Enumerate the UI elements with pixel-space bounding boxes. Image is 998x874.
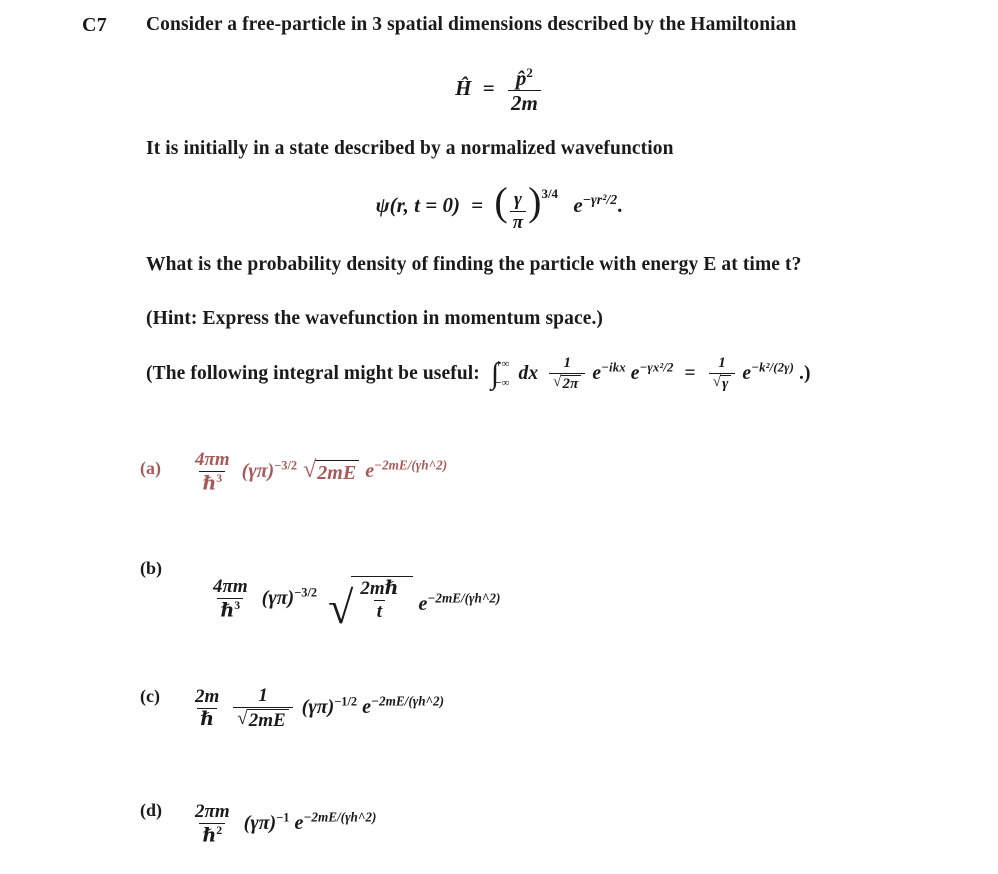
option-c-exponent: −2mE/(γh^2) — [371, 693, 445, 709]
integral-lead-text: (The following integral might be useful: — [146, 362, 480, 384]
option-b-paren-group — [258, 587, 317, 609]
option-d-denominator — [199, 823, 225, 846]
option-a-radicand: 2mE — [315, 460, 359, 485]
radicand-gamma: γ — [720, 375, 731, 393]
option-d-numerator: 2πm — [195, 801, 230, 822]
wavefunction-exponential — [563, 193, 617, 217]
option-b-prefactor-fraction — [210, 577, 251, 622]
exponential-e-b: e — [418, 592, 428, 615]
option-b-denominator-exponent: 3 — [234, 598, 241, 612]
option-c-first-fraction — [192, 687, 222, 730]
question-ask-line: What is the probability density of finding the particle with energy E at time t? — [146, 254, 802, 275]
integral-rhs-exponent: −k²/(2γ) — [751, 360, 794, 375]
option-c-second-denominator — [233, 707, 292, 731]
option-d-label: (d) — [140, 800, 162, 820]
option-a-paren-group — [240, 460, 297, 482]
option-c-paren-group — [300, 696, 357, 718]
exponential-e-two: e — [630, 362, 640, 384]
option-a-exponent: −2mE/(γh^2) — [374, 457, 448, 473]
sqrt-gamma — [713, 375, 732, 393]
option-b-sqrt — [328, 576, 413, 634]
option-d-expression — [190, 802, 376, 847]
option-a-denominator — [199, 471, 225, 494]
radical-sign-c: √ — [237, 708, 248, 730]
hamiltonian-numerator — [513, 66, 536, 90]
momentum-exponent: 2 — [526, 65, 533, 80]
integral-sign: ∫ — [490, 357, 500, 391]
hamiltonian-equation — [0, 66, 998, 115]
integral-hint-line — [146, 356, 811, 393]
option-d-exponent: −2mE/(γh^2) — [303, 809, 377, 825]
radicand-two-pi: 2π — [561, 375, 582, 393]
option-b-inner-denominator: t — [374, 600, 385, 622]
integral-rhs-numerator: 1 — [718, 355, 726, 371]
question-hint-line: (Hint: Express the wavefunction in momentum space.) — [146, 308, 604, 329]
sqrt-two-pi — [553, 375, 581, 393]
option-a-exponential — [365, 457, 448, 482]
option-c-exponential — [362, 693, 445, 719]
option-c-first-numerator: 2m — [195, 686, 220, 707]
exponential-e-c: e — [362, 696, 372, 719]
integral-lower-limit: −∞ — [495, 377, 510, 390]
wavefunction-exponent: −γr²/2 — [582, 192, 618, 208]
option-b-numerator: 4πm — [213, 575, 248, 597]
right-paren-big: ) — [528, 179, 542, 224]
option-a-prefactor-fraction — [192, 450, 233, 495]
integral-rhs-exponential — [742, 360, 794, 384]
hbar-symbol-b: ℏ — [220, 600, 235, 622]
exponential-e-d: e — [294, 811, 304, 834]
option-b-inner-fraction — [357, 579, 401, 622]
option-c-second-numerator: 1 — [258, 685, 268, 706]
integral-equals: = — [684, 362, 696, 384]
exponential-e: e — [573, 193, 583, 218]
hamiltonian-equals: = — [482, 76, 495, 101]
option-a-denominator-exponent: 3 — [216, 472, 223, 486]
option-d-prefactor-fraction — [192, 802, 233, 847]
option-b-radicand — [351, 576, 413, 622]
option-a-paren: (γπ) — [241, 459, 275, 482]
integral-prefactor-denominator — [549, 373, 585, 393]
integral-exp-one — [592, 360, 626, 384]
integral-exp-two-power: −γx²/2 — [639, 360, 674, 375]
integral-prefactor-fraction — [549, 356, 585, 393]
integral-tail-text: .) — [798, 362, 811, 384]
integral-exp-two — [630, 360, 674, 384]
option-a-expression — [190, 450, 447, 495]
option-a-label: (a) — [140, 458, 161, 478]
integral-exp-one-power: −ikx — [601, 360, 626, 375]
radical-sign-b: √ — [328, 582, 354, 634]
wavefunction-power: 3/4 — [541, 186, 559, 201]
answer-option-b[interactable] — [140, 558, 501, 634]
wavefunction-period: . — [617, 193, 623, 218]
option-d-paren-group — [240, 812, 290, 834]
integral-upper-limit: +∞ — [495, 358, 510, 371]
hamiltonian-denominator: 2m — [508, 90, 541, 114]
hbar-symbol-a: ℏ — [202, 473, 217, 495]
option-b-label: (b) — [140, 558, 162, 578]
option-b-paren: (γπ) — [261, 586, 295, 609]
option-c-radicand: 2mE — [247, 709, 289, 731]
wavefunction-lhs: ψ(r, t = 0) — [375, 193, 460, 218]
momentum-operator: p̂ — [515, 66, 527, 90]
option-a-paren-exponent: −3/2 — [274, 458, 298, 473]
option-c-label: (c) — [140, 686, 160, 706]
radical-sign-gamma: √ — [712, 373, 722, 390]
answer-option-d[interactable] — [140, 800, 376, 845]
option-b-inner-numerator: 2mℏ — [360, 578, 399, 599]
integral-prefactor-numerator: 1 — [563, 355, 572, 371]
option-a-sqrt — [303, 456, 359, 485]
option-c-expression — [190, 686, 444, 731]
answer-option-c[interactable] — [140, 686, 444, 731]
pi-symbol: π — [510, 211, 526, 233]
option-d-denominator-exponent: 2 — [216, 824, 223, 838]
integral-rhs-denominator — [709, 373, 736, 393]
left-paren-big: ( — [494, 179, 508, 224]
option-b-expression — [208, 575, 501, 634]
integral-differential: dx — [518, 362, 539, 384]
option-b-exponential — [418, 590, 501, 615]
integral-sign-group — [491, 358, 510, 390]
exponential-e-rhs: e — [742, 362, 752, 384]
option-c-paren-exponent: −1/2 — [334, 694, 358, 709]
option-c-first-denominator: ℏ — [197, 708, 217, 730]
option-c-second-fraction — [233, 686, 292, 731]
option-c-sqrt — [237, 709, 288, 731]
answer-option-a[interactable] — [140, 450, 447, 495]
option-b-paren-exponent: −3/2 — [294, 585, 318, 600]
integral-rhs-fraction — [709, 356, 736, 393]
gamma-symbol: γ — [513, 189, 522, 210]
option-b-exponent: −2mE/(γh^2) — [427, 590, 501, 606]
state-description-line: It is initially in a state described by a normalized wavefunction — [146, 138, 674, 159]
wavefunction-equals: = — [471, 193, 484, 218]
exponential-e-one: e — [592, 362, 602, 384]
gamma-over-pi-fraction — [510, 190, 526, 233]
question-stem: Consider a free-particle in 3 spatial dimensions described by the Hamiltonian — [146, 14, 797, 35]
integral-limits — [495, 358, 509, 390]
hamiltonian-fraction — [508, 66, 541, 115]
hbar-symbol-d: ℏ — [202, 825, 217, 847]
option-c-paren: (γπ) — [301, 696, 335, 719]
radical-sign-a: √ — [303, 456, 317, 483]
option-b-denominator — [217, 598, 243, 621]
question-number: C7 — [82, 14, 108, 36]
option-d-paren: (γπ) — [243, 811, 277, 834]
option-d-paren-exponent: −1 — [276, 810, 290, 825]
option-d-exponential — [294, 809, 377, 834]
exponential-e-a: e — [365, 459, 375, 482]
hamiltonian-lhs: Ĥ — [455, 76, 472, 101]
radical-sign: √ — [553, 373, 562, 390]
option-a-numerator: 4πm — [195, 449, 230, 470]
integral-expression — [485, 355, 799, 392]
wavefunction-equation — [0, 179, 998, 234]
